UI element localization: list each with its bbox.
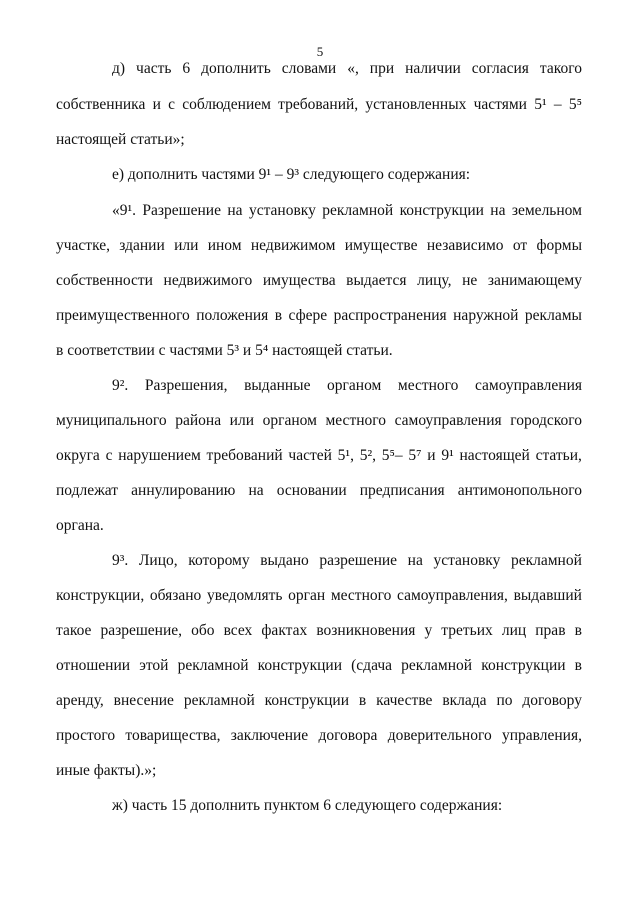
text-line-11: муниципального района или органом местного самоуправления городского (56, 412, 582, 429)
text-line-3: настоящей статьи»; (56, 131, 185, 148)
text-line-7: собственности недвижимого имущества выдается лицу, не занимающему (56, 272, 582, 289)
text-line-2: собственника и с соблюдением требований, установленных частями 5¹ – 5⁵ (56, 96, 582, 113)
text-line-22: ж) часть 15 дополнить пунктом 6 следующего содержания: (112, 797, 503, 814)
text-line-8: преимущественного положения в сфере распространения наружной рекламы (56, 307, 582, 324)
text-line-20: простого товарищества, заключение договора доверительного управления, (56, 727, 582, 744)
text-line-9: в соответствии с частями 5³ и 5⁴ настоящей статьи. (56, 342, 393, 359)
text-line-5: «9¹. Разрешение на установку рекламной конструкции на земельном (112, 202, 582, 219)
text-line-21: иные факты).»; (56, 762, 157, 779)
text-line-17: такое разрешение, обо всех фактах возникновения у третьих лиц прав в (56, 622, 582, 639)
text-line-15: 9³. Лицо, которому выдано разрешение на установку рекламной (112, 552, 582, 569)
text-line-13: подлежат аннулированию на основании предписания антимонопольного (56, 482, 582, 499)
text-line-12: округа с нарушением требований частей 5¹, 5², 5⁵– 5⁷ и 9¹ настоящей статьи, (56, 447, 582, 464)
text-line-19: аренду, внесение рекламной конструкции в качестве вклада по договору (56, 692, 582, 709)
text-line-4: е) дополнить частями 9¹ – 9³ следующего содержания: (112, 166, 471, 183)
text-line-14: органа. (56, 517, 104, 534)
text-line-10: 9². Разрешения, выданные органом местного самоуправления (112, 377, 582, 394)
text-line-6: участке, здании или ином недвижимом имуществе независимо от формы (56, 237, 582, 254)
page-number: 5 (316, 44, 324, 59)
text-line-18: отношении этой рекламной конструкции (сдача рекламной конструкции в (56, 657, 582, 674)
text-line-16: конструкции, обязано уведомлять орган местного самоуправления, выдавший (56, 587, 582, 604)
text-line-1: д) часть 6 дополнить словами «, при наличии согласия такого (112, 60, 582, 77)
